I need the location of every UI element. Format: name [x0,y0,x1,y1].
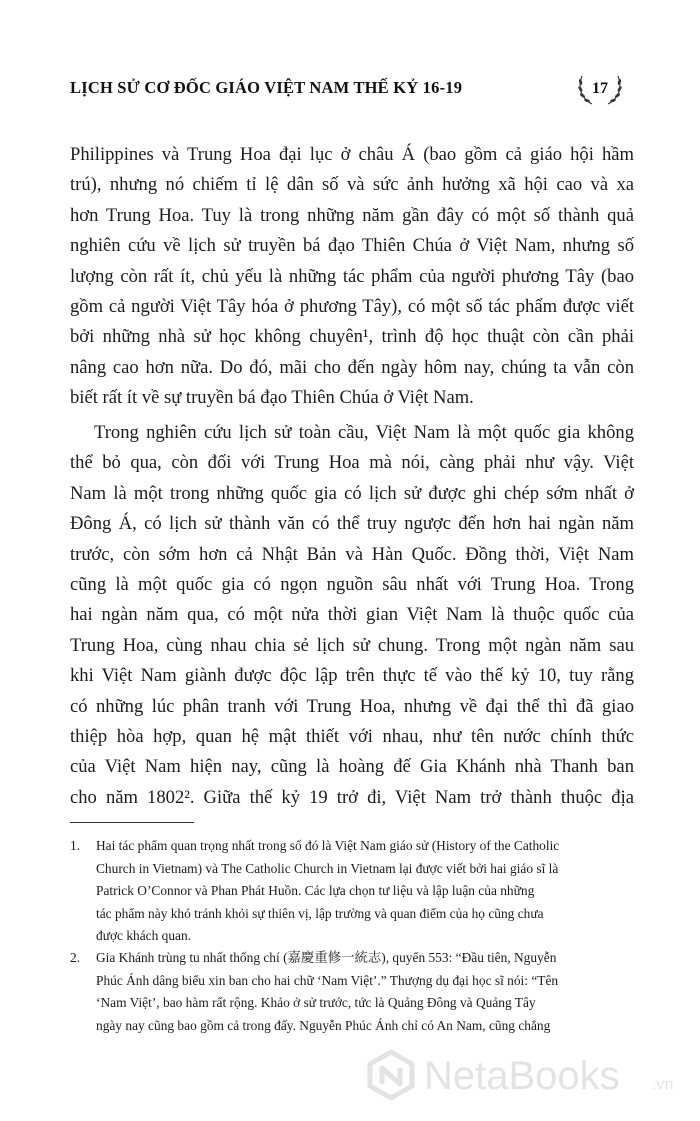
text-line: thể bỏ qua, còn đối với Trung Hoa mà nói, càng phải như vậy. Việt [70,452,634,474]
text-line: gồm cả người Việt Tây hóa ở phương Tây), có một số tác phẩm được viết [70,296,634,318]
footnote-number: 1. [70,838,81,853]
text-line: trước, còn sớm hơn cả Nhật Bản và Hàn Quốc. Đồng thời, Việt Nam [70,543,634,565]
page-number: 17 [592,80,608,97]
text-line: Nam là một trong những quốc gia có lịch sử được ghi chép sớm nhất ở [70,482,634,504]
text-line: lượng còn rất ít, chủ yếu là những tác phẩm của người phương Tây (bao [70,265,634,287]
text-line: khi Việt Nam giành được độc lập trên thực tế vào thế kỷ 10, tuy rằng [70,665,634,687]
footnote-line: ‘Nam Việt’, bao hàm rất rộng. Khảo ở sử trước, tức là Quảng Đông và Quảng Tây [96,995,536,1011]
page-number-block [572,70,628,110]
footnote-line: Patrick O’Connor và Phan Phát Huồn. Các lựa chọn tư liệu và lập luận của những [96,883,535,899]
text-line: Trung Hoa, cùng nhau chia sẻ lịch sử chung. Trong một ngàn năm sau [70,634,634,656]
text-line: nghiên cứu về lịch sử truyền bá đạo Thiên Chúa ở Việt Nam, nhưng số [70,235,634,257]
footnote-line: Hai tác phẩm quan trọng nhất trong số đó là Việt Nam giáo sử (History of the Catholic [96,838,560,853]
text-line: cũng là một quốc gia có ngọn nguồn sâu nhất với Trung Hoa. Trong [70,574,634,596]
text-line: trú), nhưng nó chiếm tỉ lệ dân số và sức ảnh hưởng xã hội cao và xa [70,174,634,196]
footnote-divider [70,822,194,823]
body-paragraph-2 [70,418,634,813]
netabooks-watermark [364,1048,694,1108]
watermark-brand: NetaBooks [424,1054,620,1098]
footnote-line: Gia Khánh trùng tu nhất thống chí (嘉慶重修一統志), quyển 553: “Đầu tiên, Nguyễn [96,950,557,965]
netabooks-logo-icon [364,1048,418,1102]
footnote-line: Church in Vietnam) và The Catholic Church in Vietnam lại được viết bởi hai giáo sĩ là [96,860,559,876]
body-paragraph-1 [70,140,634,414]
text-line: Philippines và Trung Hoa đại lục ở châu Á (bao gồm cả giáo hội hầm [70,144,634,165]
footnote-line: được khách quan. [96,928,192,944]
text-line: cho năm 1802². Giữa thế kỷ 19 trở đi, Việt Nam trở thành thuộc địa [70,786,634,808]
running-header-title: LỊCH SỬ CƠ ĐỐC GIÁO VIỆT NAM THẾ KỶ 16-19 [70,78,463,97]
text-line: thiệp hòa hợp, quan hệ mật thiết với nhau, như tên nước chính thức [70,726,634,748]
text-line: Đông Á, có lịch sử thành văn có thể truy ngược đến hơn hai ngàn năm [70,513,634,535]
text-line: bởi những nhà sử học không chuyên¹, trình độ học thuật còn cần phải [70,326,634,348]
text-line: hơn Trung Hoa. Tuy là trong những năm gần đây có một số thành quả [70,204,634,226]
footnote-line: Phúc Ánh dâng biểu xin ban cho hai chữ ‘Nam Việt’.” Thượng dụ đại học sĩ nói: “Tên [96,972,559,988]
watermark-tld: .vn [652,1076,674,1093]
footnote-text [96,835,636,948]
footnote-line: ngày nay cũng bao gồm cả trong đấy. Nguyễn Phúc Ánh chỉ có An Nam, cũng chẳng [96,1017,551,1033]
footnote-line: tác phẩm này khó tránh khỏi sự thiên vị, lập trường và quan điểm của họ cũng chưa [96,905,544,921]
text-line: Trong nghiên cứu lịch sử toàn cầu, Việt Nam là một quốc gia không [94,422,634,443]
text-line: biết rất ít về sự truyền bá đạo Thiên Chúa ở Việt Nam. [70,387,474,409]
text-line: nâng cao hơn nữa. Do đó, mãi cho đến ngày hôm nay, chúng ta vẫn còn [70,356,634,378]
footnote-text [96,947,636,1037]
footnote-number: 2. [70,950,81,965]
text-line: của Việt Nam hiện nay, cũng là hoàng đế Gia Khánh nhà Thanh ban [70,756,634,778]
text-line: có những lúc phân tranh với Trung Hoa, nhưng về đại thể thì đã giao [70,695,634,717]
text-line: hai ngàn năm qua, có một nửa thời gian Việt Nam là thuộc quốc của [70,604,634,626]
